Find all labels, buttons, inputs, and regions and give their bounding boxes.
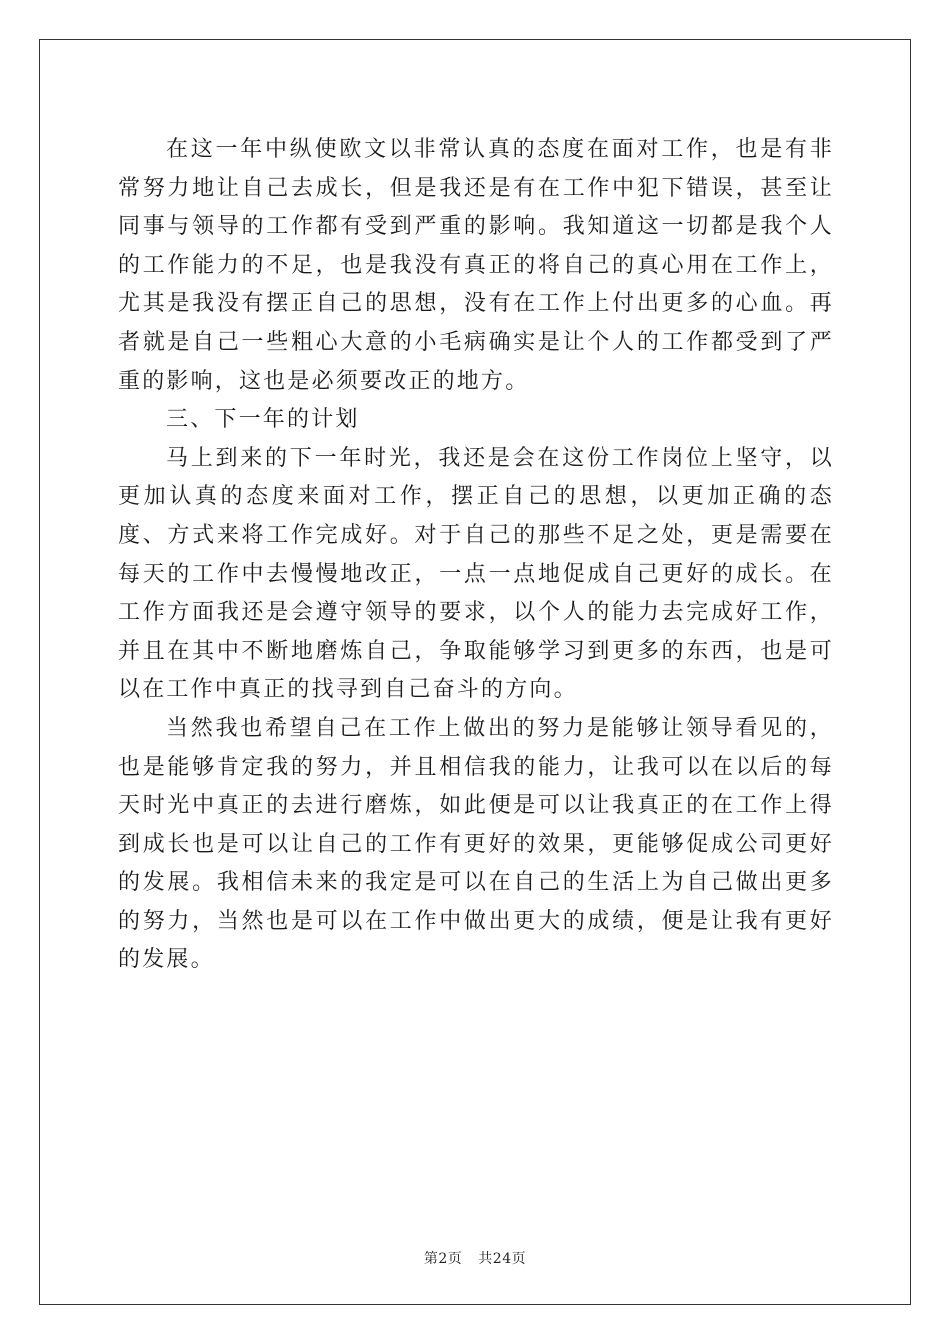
document-body [118,131,834,980]
paragraph-reflection: 在这一年中纵使欧文以非常认真的态度在面对工作，也是有非常努力地让自己去成长，但是我还是有在工作中犯下错误，甚至让同事与领导的工作都有受到严重的影响。我知道这一切都是我个人的工作能力的不足，也是我没有真正的将自己的真心用在工作上，尤其是我没有摆正自己的思想，没有在工作上付出更多的心血。再者就是自己一些粗心大意的小毛病确实是让个人的工作都受到了严重的影响，这也是必须要改正的地方。 [118,137,834,394]
page-number: 第2页 [423,1251,463,1267]
section-heading-next-year-plan: 三、下一年的计划 [166,407,360,433]
page-footer [0,1248,950,1268]
page-total: 共24页 [478,1251,527,1267]
paragraph-plan: 马上到来的下一年时光，我还是会在这份工作岗位上坚守，以更加认真的态度来面对工作，摆正自己的思想，以更加正确的态度、方式来将工作完成好。对于自己的那些不足之处，更是需要在每天的工作中去慢慢地改正，一点一点地促成自己更好的成长。在工作方面我还是会遵守领导的要求，以个人的能力去完成好工作，并且在其中不断地磨炼自己，争取能够学习到更多的东西，也是可以在工作中真正的找寻到自己奋斗的方向。 [118,445,834,703]
paragraph-hope: 当然我也希望自己在工作上做出的努力是能够让领导看见的，也是能够肯定我的努力，并且相信我的能力，让我可以在以后的每天时光中真正的去进行磨炼，如此便是可以让我真正的在工作上得到成长也是可以让自己的工作有更好的效果，更能够促成公司更好的发展。我相信未来的我定是可以在自己的生活上为自己做出更多的努力，当然也是可以在工作中做出更大的成绩，便是让我有更好的发展。 [118,715,834,973]
